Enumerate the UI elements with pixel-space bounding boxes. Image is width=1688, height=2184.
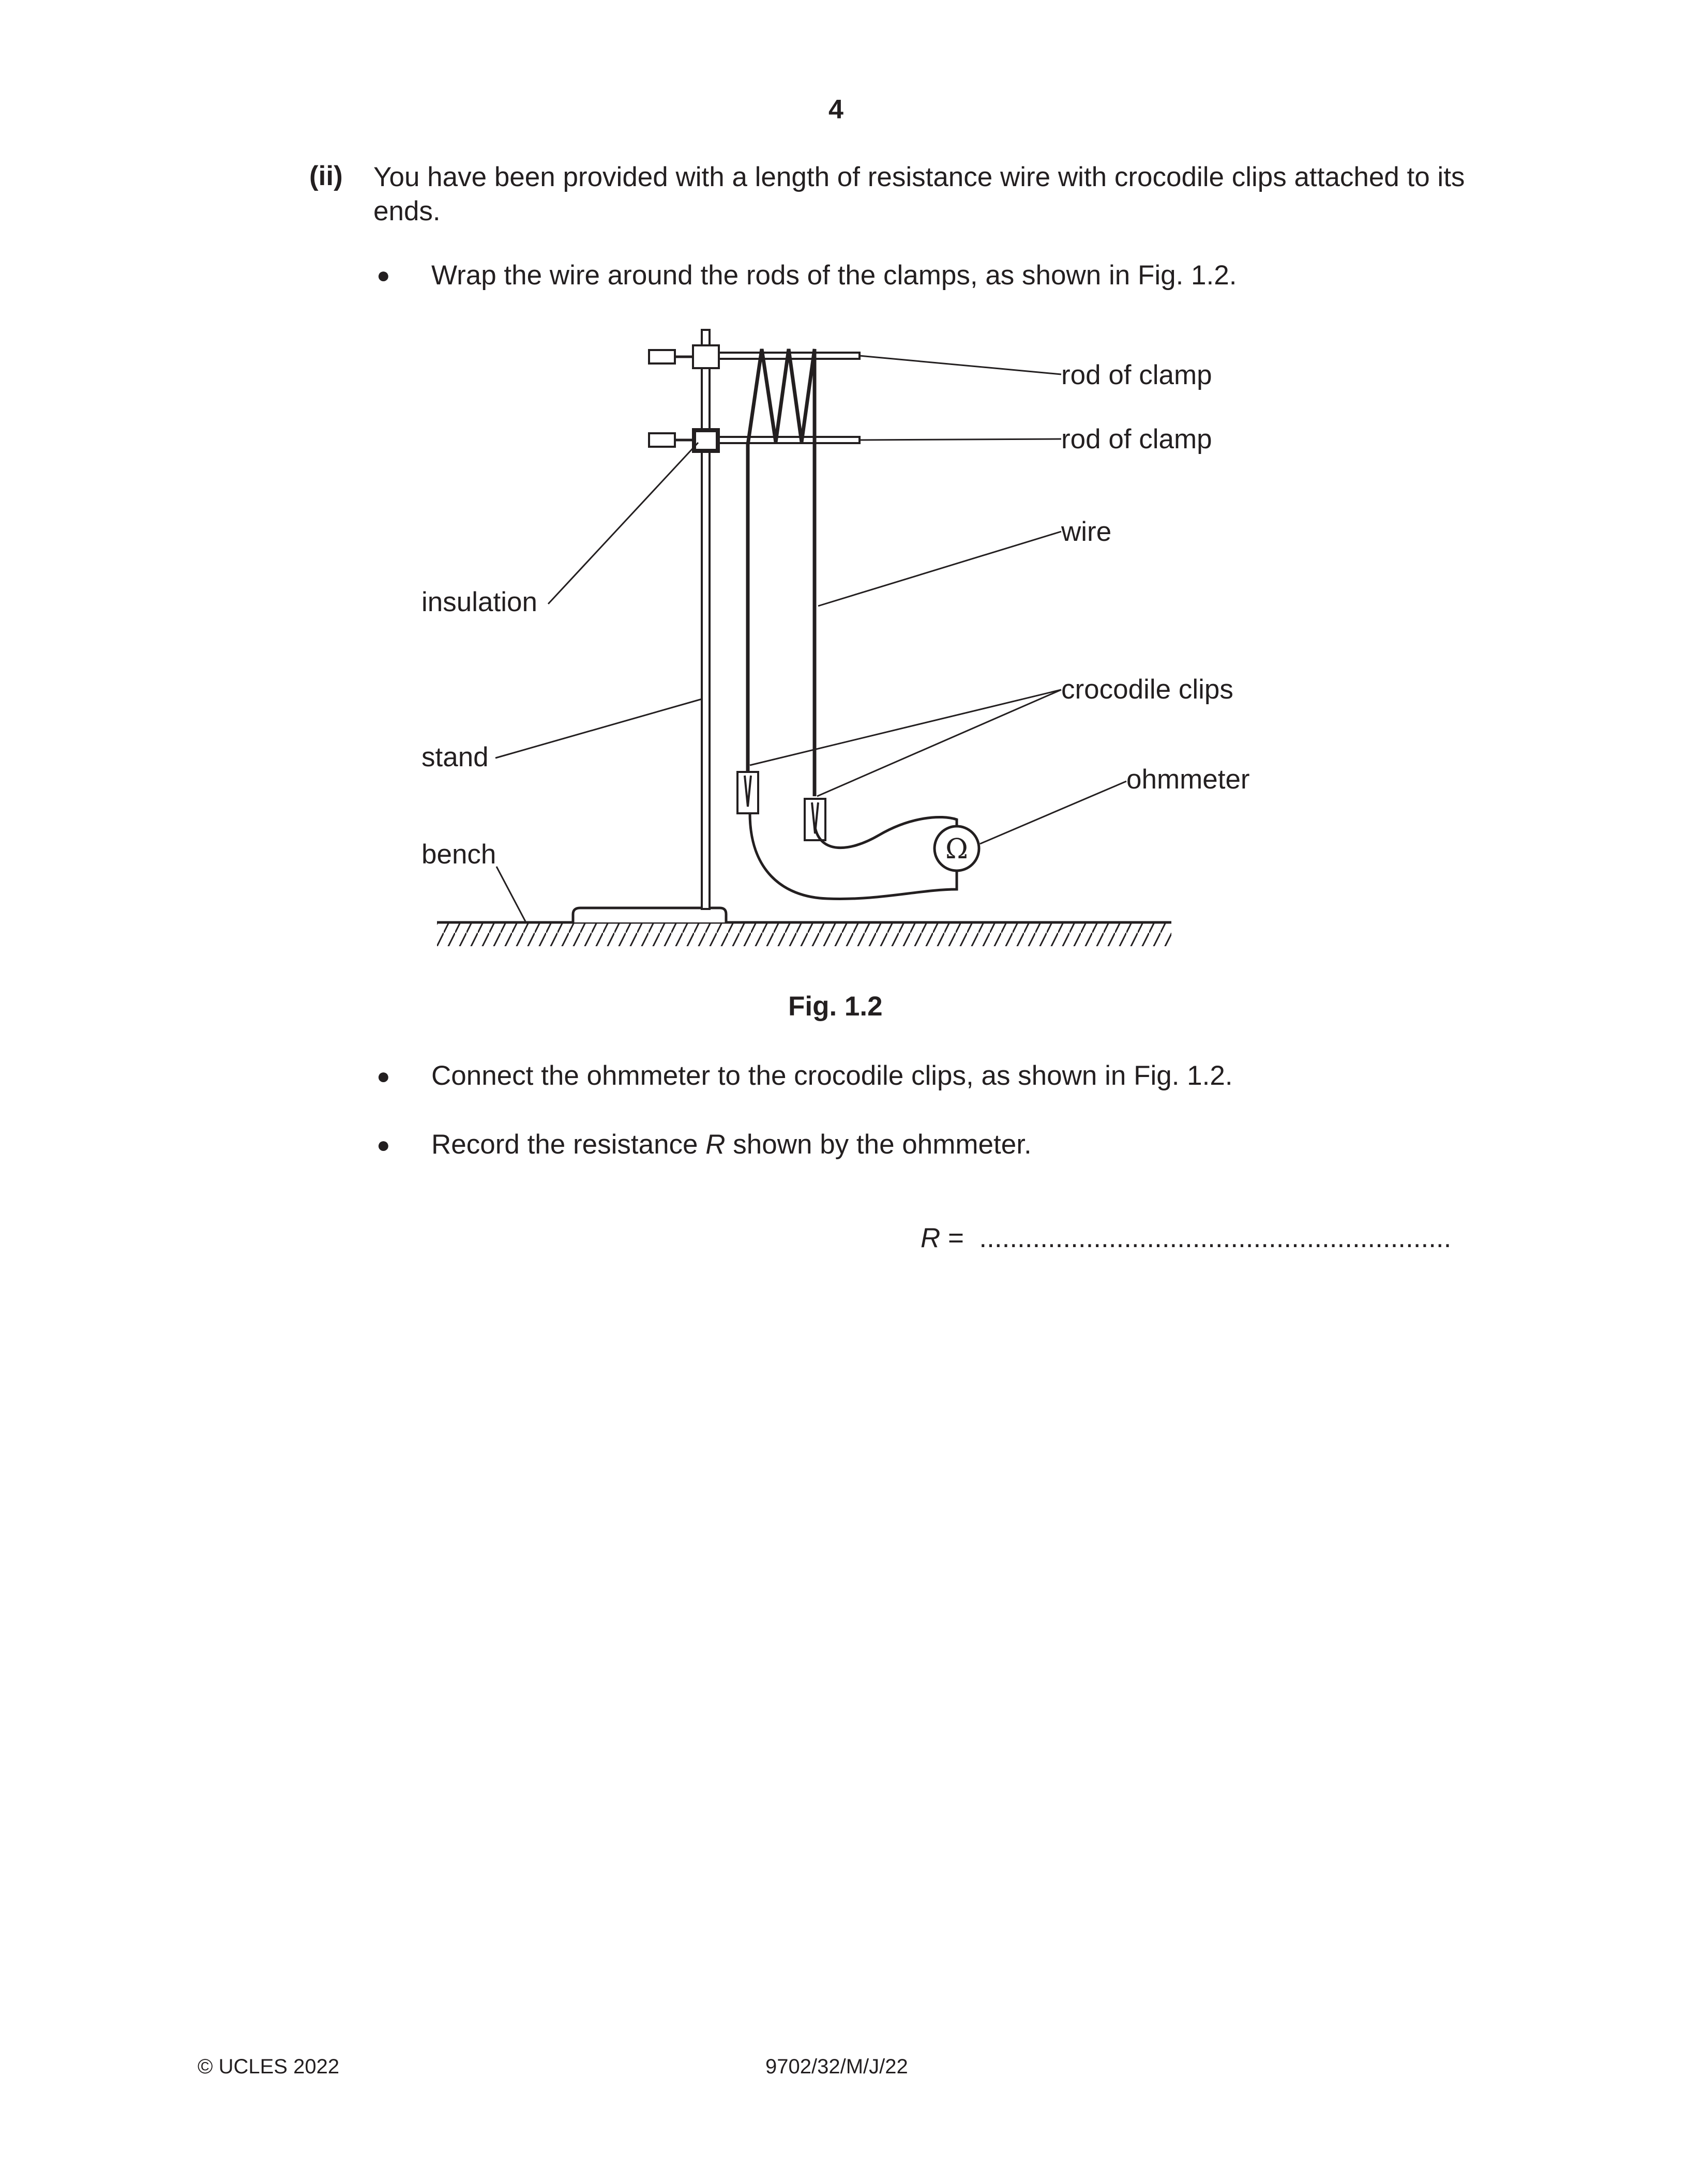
bullet-dot: ● [376, 1064, 390, 1089]
clamp-top [649, 345, 860, 368]
ohmmeter-symbol: Ω [945, 833, 968, 865]
label-crocodile-clips: crocodile clips [1061, 674, 1233, 705]
label-bench: bench [421, 839, 496, 870]
label-rod-of-clamp-bottom: rod of clamp [1061, 424, 1212, 454]
figure-caption: Fig. 1.2 [788, 991, 883, 1022]
question-part-label: (ii) [309, 161, 343, 191]
question-text: You have been provided with a length of resistance wire with crocodile clips attached to its ends. [373, 162, 1465, 226]
label-rod-of-clamp-top: rod of clamp [1061, 360, 1212, 390]
bullet-item-3 [431, 1129, 1032, 1160]
bullet-dot: ● [376, 1132, 390, 1158]
label-ohmmeter: ohmmeter [1126, 764, 1250, 795]
bench [437, 922, 1171, 946]
bullet-item-2: Connect the ohmmeter to the crocodile clips, as shown in Fig. 1.2. [431, 1060, 1233, 1091]
answer-line [921, 1222, 1451, 1254]
ohmmeter [935, 826, 979, 871]
footer-code: 9702/32/M/J/22 [765, 2055, 908, 2078]
bullet-item-3-rich: Record the resistance R shown by the ohmmeter. [431, 1129, 1032, 1160]
label-stand: stand [421, 742, 489, 772]
stand-rod [702, 330, 710, 909]
crocodile-clip-right [805, 799, 825, 840]
answer-equals: = [940, 1223, 972, 1253]
footer-copyright: © UCLES 2022 [198, 2055, 340, 2078]
stand-base [573, 908, 726, 922]
answer-variable: R [921, 1223, 941, 1253]
answer-dots[interactable]: .............................................................. [979, 1223, 1452, 1253]
label-wire: wire [1061, 517, 1112, 547]
clamp-bottom [649, 429, 860, 452]
bullet-item-1: Wrap the wire around the rods of the clamps, as shown in Fig. 1.2. [431, 260, 1237, 291]
label-insulation: insulation [421, 587, 537, 617]
ohmmeter-leads [750, 813, 957, 899]
crocodile-clip-left [737, 772, 758, 813]
page-number: 4 [828, 95, 843, 125]
resistance-wire [748, 349, 815, 796]
bullet-dot: ● [376, 263, 390, 288]
